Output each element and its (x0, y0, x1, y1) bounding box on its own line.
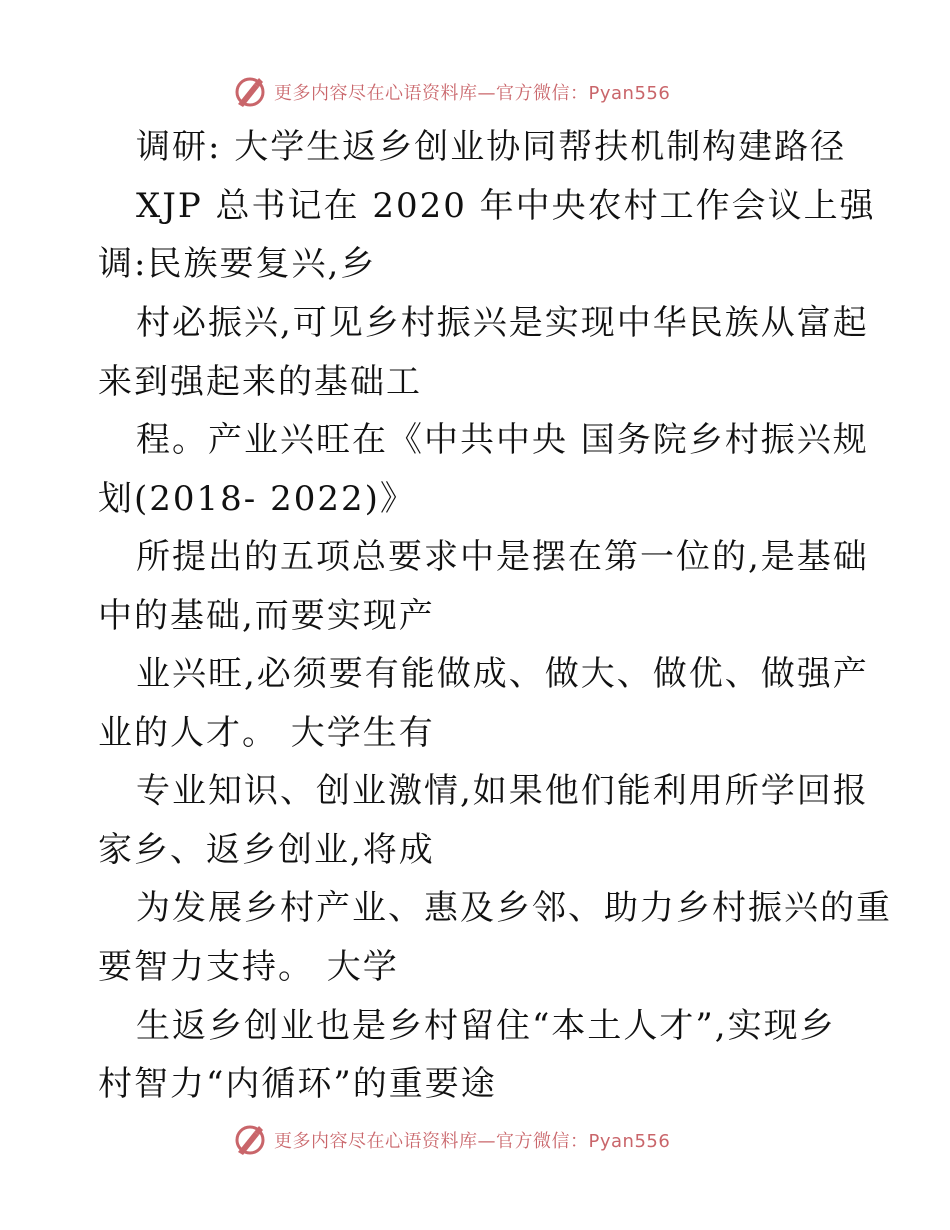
paragraph-line: XJP 总书记在 2020 年中央农村工作会议上强 (136, 186, 876, 226)
paragraph-line: 业兴旺,必须要有能做成、做大、做优、做强产 (136, 654, 869, 694)
paragraph-line: 为发展乡村产业、惠及乡邻、助力乡村振兴的重 (136, 888, 892, 928)
banner-text: 更多内容尽在心语资料库—官方微信：Pyan556 (274, 83, 671, 104)
paragraph-line: 村必振兴,可见乡村振兴是实现中华民族从富起 (136, 303, 869, 343)
banner-text: 更多内容尽在心语资料库—官方微信：Pyan556 (274, 1131, 671, 1152)
paragraph-line: 所提出的五项总要求中是摆在第一位的,是基础 (136, 537, 869, 577)
paragraph-line: 程。产业兴旺在《中共中央 国务院乡村振兴规 (136, 420, 869, 460)
paragraph-line: 来到强起来的基础工 (98, 362, 422, 402)
paragraph-line: 家乡、返乡创业,将成 (98, 830, 435, 870)
pen-in-circle-icon (232, 1122, 268, 1158)
footer-banner (0, 1120, 950, 1160)
paragraph-line: 业的人才。 大学生有 (98, 713, 435, 753)
paragraph-line: 划(2018- 2022)》 (98, 479, 416, 519)
paragraph-line: 专业知识、创业激情,如果他们能利用所学回报 (136, 771, 869, 811)
paragraph-line: 中的基础,而要实现产 (98, 596, 435, 636)
document-title: 调研: 大学生返乡创业协同帮扶机制构建路径 (136, 127, 847, 167)
paragraph-line: 生返乡创业也是乡村留住“本土人才”,实现乡 (136, 1006, 836, 1046)
paragraph-line: 要智力支持。 大学 (98, 947, 399, 987)
paragraph-line: 调:民族要复兴,乡 (98, 244, 377, 284)
paragraph-line: 村智力“内循环”的重要途 (98, 1064, 497, 1104)
